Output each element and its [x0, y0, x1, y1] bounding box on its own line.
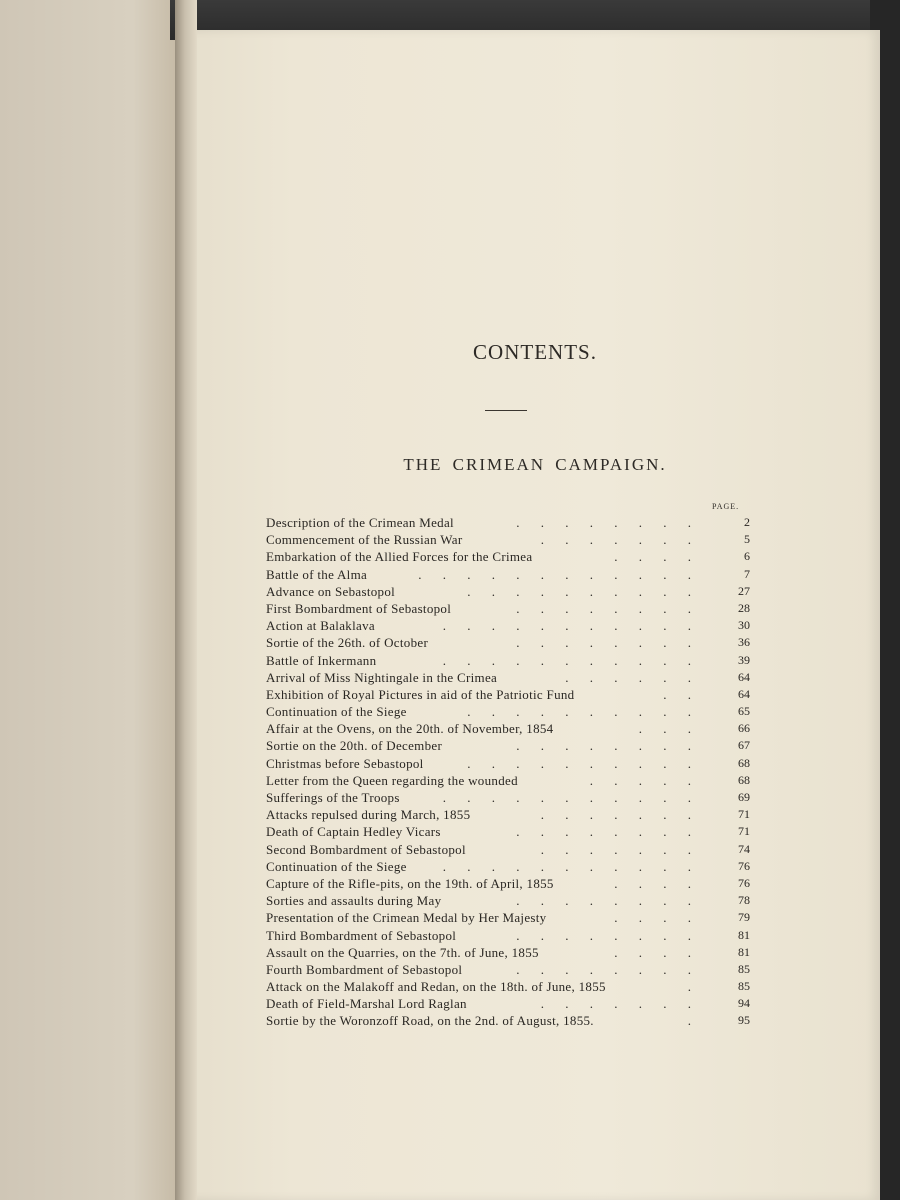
- toc-entry: [266, 755, 750, 772]
- page-column-label: PAGE.: [712, 502, 740, 511]
- contents-heading: CONTENTS.: [473, 340, 597, 364]
- toc-entry: [266, 737, 750, 754]
- toc-entry-page-number: 71: [738, 807, 750, 822]
- toc-entry: [266, 600, 750, 617]
- toc-leader-dots: . . . . . . . . . . .: [442, 652, 700, 668]
- toc-entry-page-number: 64: [738, 669, 750, 684]
- toc-entry-page-number: 30: [738, 618, 750, 633]
- toc-entry: [266, 634, 750, 651]
- toc-entry: [266, 686, 750, 703]
- toc-entry-page-number: 68: [738, 772, 750, 787]
- toc-entry: [266, 892, 750, 909]
- toc-entry-title: Description of the Crimean Medal: [266, 515, 454, 530]
- toc-entry-title: Third Bombardment of Sebastopol: [266, 927, 457, 943]
- toc-entry-page-number: 79: [738, 910, 750, 925]
- toc-leader-dots: . . . . . . . . . . . .: [418, 566, 700, 582]
- contents-page: [190, 30, 880, 1200]
- toc-entry: [266, 927, 750, 944]
- toc-entry-page-number: 64: [738, 686, 750, 701]
- left-facing-page: [0, 0, 190, 1200]
- toc-entry: [266, 961, 750, 978]
- toc-entry-page-number: 2: [744, 515, 750, 529]
- toc-entry-title: Christmas before Sebastopol: [266, 755, 424, 771]
- toc-entry-title: Exhibition of Royal Pictures in aid of the Patriotic Fund: [266, 686, 575, 702]
- toc-entry-title: Sortie of the 26th. of October: [266, 635, 429, 651]
- toc-entry: [266, 566, 750, 583]
- toc-entry: [266, 652, 750, 669]
- toc-entry-title: Sortie on the 20th. of December: [266, 738, 443, 754]
- toc-entry-title: Assault on the Quarries, on the 7th. of June, 1855: [266, 944, 539, 960]
- toc-entry-title: Battle of Inkermann: [266, 652, 377, 668]
- toc-entry-title: Presentation of the Crimean Medal by Her Majesty: [266, 910, 547, 926]
- toc-entry-page-number: 69: [738, 790, 750, 804]
- toc-entry-page-number: 94: [738, 996, 750, 1011]
- toc-leader-dots: . . . . . . . . . . .: [442, 790, 700, 805]
- toc-leader-dots: . . . . . . . .: [516, 961, 700, 977]
- toc-entry: [266, 995, 750, 1012]
- toc-entry-page-number: 78: [738, 893, 750, 908]
- toc-leader-dots: . . . .: [614, 910, 700, 926]
- toc-leader-dots: . . . . . . . .: [516, 635, 700, 651]
- toc-entry-page-number: 76: [738, 875, 750, 890]
- toc-entry: [266, 548, 750, 565]
- toc-entry-page-number: 67: [738, 738, 750, 753]
- toc-leader-dots: . . .: [638, 721, 700, 737]
- toc-entry-page-number: 7: [744, 566, 750, 581]
- toc-entry: [266, 720, 750, 737]
- toc-leader-dots: . . . . . . .: [540, 996, 700, 1012]
- toc-leader-dots: .: [687, 1013, 700, 1029]
- toc-entry-page-number: 27: [738, 583, 750, 598]
- toc-entry-title: Death of Captain Hedley Vicars: [266, 824, 441, 840]
- toc-entry-page-number: 6: [744, 549, 750, 564]
- toc-entry-page-number: 81: [738, 927, 750, 942]
- toc-entry-title: Arrival of Miss Nightingale in the Crimea: [266, 669, 498, 685]
- toc-leader-dots: . . . . . . . . . . .: [442, 618, 700, 634]
- toc-entry: [266, 617, 750, 634]
- toc-leader-dots: . . . .: [614, 549, 700, 565]
- toc-entry: [266, 703, 750, 720]
- toc-leader-dots: . . . . . . . .: [516, 824, 700, 840]
- toc-entry-page-number: 5: [744, 532, 750, 547]
- heading-divider: [485, 410, 527, 411]
- toc-leader-dots: . . . . . . .: [540, 532, 700, 548]
- toc-leader-dots: . . . . . . . .: [516, 600, 700, 616]
- toc-leader-dots: . . . .: [614, 875, 700, 891]
- toc-entry-page-number: 66: [738, 721, 750, 736]
- toc-entry: [266, 514, 750, 531]
- toc-leader-dots: . . . . . . .: [540, 841, 700, 857]
- toc-leader-dots: . . . . . . . . . .: [467, 704, 700, 720]
- toc-entry-title: Death of Field-Marshal Lord Raglan: [266, 996, 467, 1012]
- toc-entry-title: Fourth Bombardment of Sebastopol: [266, 961, 463, 977]
- toc-entry: [266, 669, 750, 686]
- book-gutter: [175, 0, 197, 1200]
- toc-leader-dots: . . . . . . .: [540, 807, 700, 823]
- toc-entry-page-number: 85: [738, 961, 750, 976]
- toc-entry-title: Commencement of the Russian War: [266, 532, 463, 548]
- toc-entry-page-number: 74: [738, 841, 750, 856]
- toc-entry-title: Continuation of the Siege: [266, 704, 407, 720]
- toc-entry-page-number: 39: [738, 652, 750, 667]
- toc-entry-page-number: 95: [738, 1013, 750, 1028]
- toc-leader-dots: . . . . . . . .: [516, 927, 700, 943]
- toc-leader-dots: . . . . . . . . . . .: [442, 858, 700, 874]
- toc-leader-dots: . .: [663, 686, 700, 702]
- toc-entry-page-number: 76: [738, 858, 750, 873]
- toc-entry-title: Letter from the Queen regarding the wounded: [266, 772, 518, 788]
- toc-entry: [266, 978, 750, 995]
- toc-entry-page-number: 85: [738, 979, 750, 994]
- toc-entry-page-number: 65: [738, 704, 750, 719]
- toc-entry-title: Sortie by the Woronzoff Road, on the 2nd. of August, 1855.: [266, 1013, 594, 1029]
- toc-leader-dots: . . . . .: [589, 772, 700, 788]
- toc-entry: [266, 858, 750, 875]
- toc-entry-title: Sufferings of the Troops: [266, 790, 400, 805]
- toc-entry-title: Continuation of the Siege: [266, 858, 407, 874]
- toc-entry: [266, 772, 750, 789]
- toc-leader-dots: . . . . . . . .: [516, 893, 700, 909]
- toc-leader-dots: . . . . . . . .: [516, 738, 700, 754]
- toc-entry: [266, 909, 750, 926]
- toc-entry-title: First Bombardment of Sebastopol: [266, 600, 452, 616]
- toc-entry: [266, 583, 750, 600]
- section-heading: THE CRIMEAN CAMPAIGN.: [403, 455, 667, 474]
- toc-entry-title: Second Bombardment of Sebastopol: [266, 841, 466, 857]
- toc-entry: [266, 531, 750, 548]
- toc-entry: [266, 789, 750, 806]
- toc-entry: [266, 1012, 750, 1029]
- toc-entry-title: Attack on the Malakoff and Redan, on the 18th. of June, 1855: [266, 979, 606, 995]
- toc-entry-page-number: 36: [738, 635, 750, 650]
- toc-entry-page-number: 68: [738, 755, 750, 770]
- toc-entry-page-number: 28: [738, 600, 750, 615]
- toc-entry-title: Affair at the Ovens, on the 20th. of November, 1854: [266, 721, 554, 737]
- toc-leader-dots: . . . . . .: [565, 669, 700, 685]
- toc-entry-title: Battle of the Alma: [266, 566, 368, 582]
- toc-entry: [266, 823, 750, 840]
- toc-entry: [266, 875, 750, 892]
- toc-entry-title: Action at Balaklava: [266, 618, 375, 634]
- toc-leader-dots: . . . . . . . . . .: [467, 583, 700, 599]
- toc-entry-title: Attacks repulsed during March, 1855: [266, 807, 471, 823]
- toc-entry-title: Embarkation of the Allied Forces for the Crimea: [266, 549, 533, 565]
- toc-leader-dots: . . . . . . . . . .: [467, 755, 700, 771]
- toc-entry: [266, 841, 750, 858]
- toc-entry-title: Sorties and assaults during May: [266, 893, 442, 909]
- toc-entry-title: Capture of the Rifle-pits, on the 19th. of April, 1855: [266, 875, 554, 891]
- toc-entry-title: Advance on Sebastopol: [266, 583, 396, 599]
- toc-leader-dots: . . . . . . . .: [516, 515, 700, 530]
- table-of-contents: [266, 514, 750, 1030]
- toc-entry: [266, 944, 750, 961]
- toc-entry-page-number: 71: [738, 824, 750, 839]
- toc-leader-dots: .: [687, 979, 700, 995]
- toc-entry: [266, 806, 750, 823]
- toc-leader-dots: . . . .: [614, 944, 700, 960]
- toc-entry-page-number: 81: [738, 944, 750, 959]
